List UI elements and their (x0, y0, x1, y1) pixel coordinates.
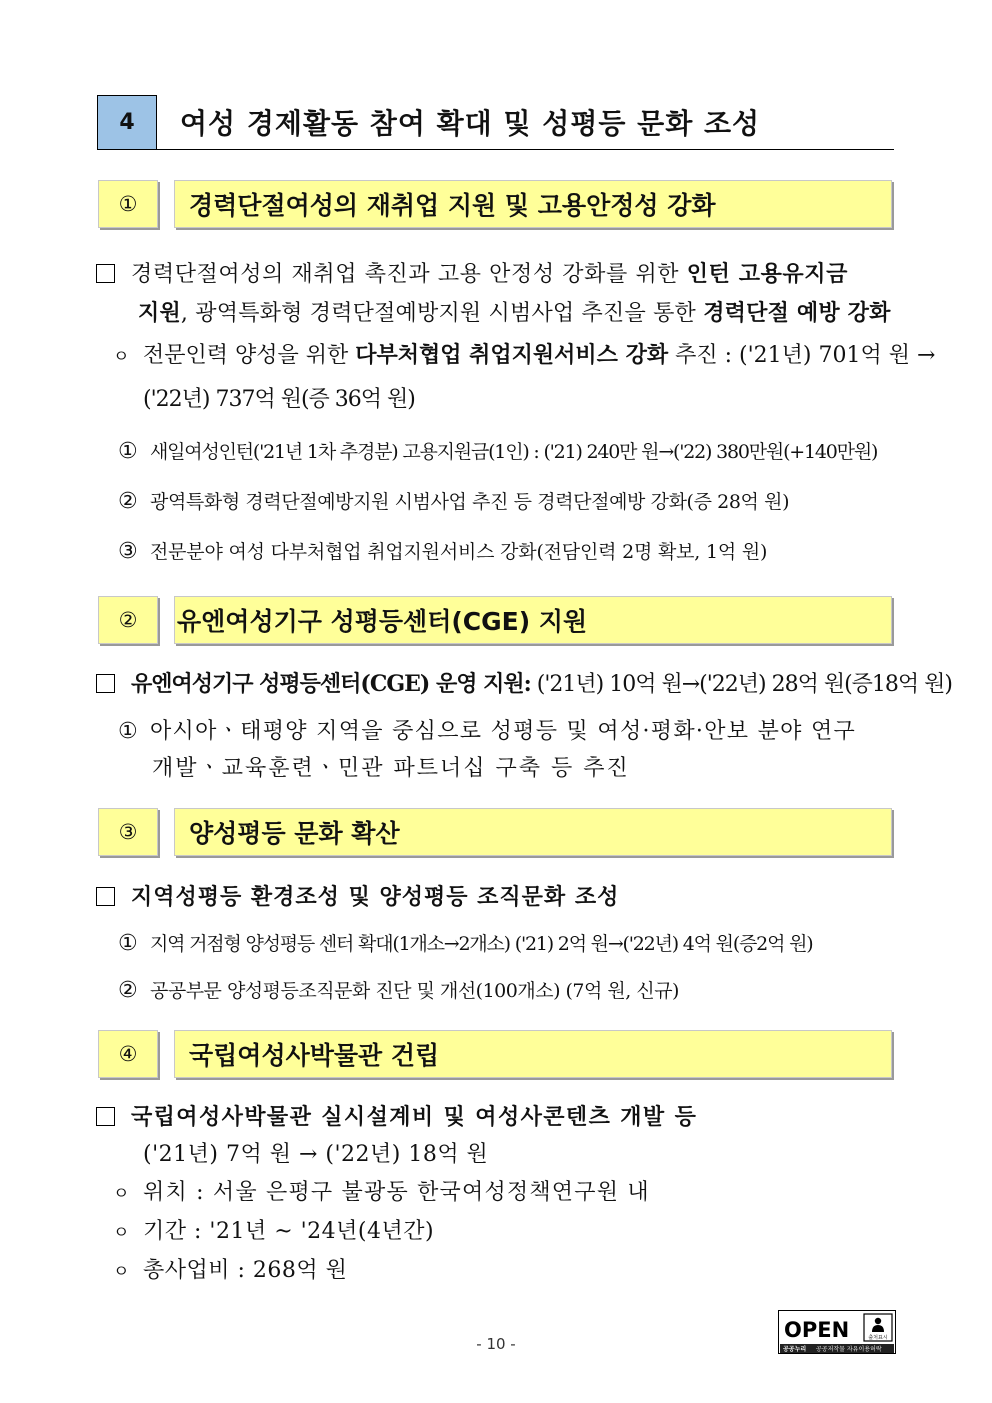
checkbox-square-icon (96, 1107, 115, 1126)
section-3-item-2: ② 공공부문 양성평등조직문화 진단 및 개선(100개소) (7억 원, 신규) (118, 978, 679, 1003)
checkbox-square-icon (96, 887, 115, 906)
circled-number-2: ② (118, 978, 138, 1003)
section-3-number: ③ (98, 808, 158, 856)
section-1-o-line-2: ('22년) 737억 원(증 36억 원) (143, 387, 415, 412)
kogl-open-license-logo (778, 1310, 896, 1354)
section-2-item-1-line-1: ① 아시아ㆍ태평양 지역을 중심으로 성평등 및 여성·평화·안보 분야 연구 (118, 719, 857, 744)
bullet-o: ㅇ (113, 1223, 130, 1243)
logo-open-text: OPEN (784, 1318, 850, 1342)
svg-text:공공누리: 공공누리 (783, 1346, 807, 1353)
checkbox-square-icon (96, 674, 115, 693)
section-4-title: 국립여성사박물관 건립 (174, 1030, 892, 1078)
chapter-number: 4 (97, 95, 157, 150)
circled-number-1: ① (118, 439, 137, 464)
section-2-box-line: 유엔여성기구 성평등센터(CGE) 운영 지원: ('21년) 10억 원→('22년) 28억 원(증18억 원) (96, 667, 952, 698)
section-3-box-line: 지역성평등 환경조성 및 양성평등 조직문화 조성 (96, 880, 619, 911)
page-number: - 10 - (476, 1335, 516, 1353)
section-1-item-3: ③ 전문분야 여성 다부처협업 취업지원서비스 강화(전담인력 2명 확보, 1억 원) (118, 539, 768, 564)
svg-text:공공저작물 자유이용허락: 공공저작물 자유이용허락 (816, 1346, 882, 1353)
section-2-item-1-line-2: 개발ㆍ교육훈련ㆍ민관 파트너십 구축 등 추진 (152, 756, 630, 781)
bullet-o: ㅇ (113, 1262, 130, 1282)
section-1-item-2: ② 광역특화형 경력단절예방지원 시범사업 추진 등 경력단절예방 강화(증 28억 원) (118, 489, 790, 514)
section-1-box-line-1: 경력단절여성의 재취업 촉진과 고용 안정성 강화를 위한 인턴 고용유지금 (96, 257, 848, 288)
section-1-o-line-1: ㅇ 전문인력 양성을 위한 다부처협업 취업지원서비스 강화 추진 : ('21년) 701억 원 → (113, 342, 936, 368)
section-4-number: ④ (98, 1030, 158, 1078)
circled-number-1: ① (118, 931, 137, 956)
section-4-o-line-1: ㅇ 위치 : 서울 은평구 불광동 한국여성정책연구원 내 (113, 1180, 650, 1205)
section-4-o-line-2: ㅇ 기간 : '21년 ~ '24년(4년간) (113, 1219, 435, 1244)
section-2-number: ② (98, 596, 158, 644)
chapter-title: 여성 경제활동 참여 확대 및 성평등 문화 조성 (180, 107, 761, 140)
person-icon (875, 1318, 881, 1324)
section-4-o-line-3: ㅇ 총사업비 : 268억 원 (113, 1258, 348, 1283)
svg-text:출처표시: 출처표시 (868, 1335, 888, 1341)
checkbox-square-icon (96, 264, 115, 283)
section-2-title: 유엔여성기구 성평등센터(CGE) 지원 (174, 596, 892, 644)
section-1-item-1: ① 새일여성인턴('21년 1차 추경분) 고용지원금(1인) : ('21) 240만 원→('22) 380만원(+140만원) (118, 439, 878, 464)
section-1-number: ① (98, 180, 158, 228)
bullet-o: ㅇ (113, 347, 130, 367)
chapter-divider (97, 149, 894, 150)
section-1-title: 경력단절여성의 재취업 지원 및 고용안정성 강화 (174, 180, 892, 228)
section-1-box-line-2: 지원, 광역특화형 경력단절예방지원 시범사업 추진을 통한 경력단절 예방 강화 (138, 300, 891, 326)
section-4-box-line: 국립여성사박물관 실시설계비 및 여성사콘텐츠 개발 등 (96, 1100, 697, 1131)
bullet-o: ㅇ (113, 1184, 131, 1204)
section-3-item-1: ① 지역 거점형 양성평등 센터 확대(1개소→2개소) ('21) 2억 원→('22년) 4억 원(증2억 원) (118, 931, 813, 956)
section-4-box-line-2: ('21년) 7억 원 → ('22년) 18억 원 (143, 1142, 489, 1167)
circled-number-1: ① (118, 719, 140, 744)
section-3-title: 양성평등 문화 확산 (174, 808, 892, 856)
circled-number-3: ③ (118, 539, 138, 564)
circled-number-2: ② (118, 489, 138, 514)
